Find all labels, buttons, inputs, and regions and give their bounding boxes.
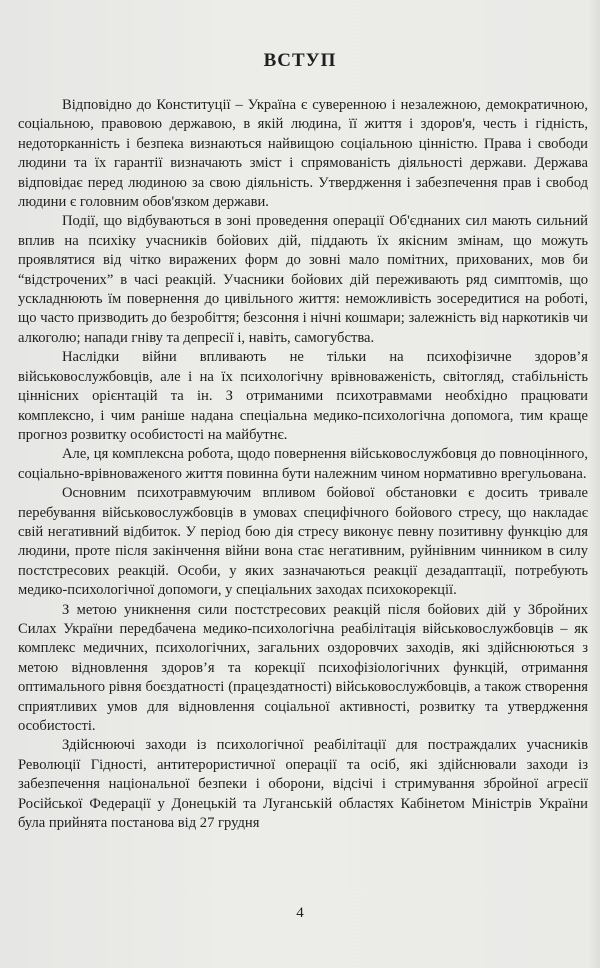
paragraph-combat-stress: Основним психотравмуючим впливом бойової обстановки є досить тривале перебування військовослужбовців в умовах специфічного бойового стресу, що накладає свій негативний відбиток. У період бою дія стресу виконує певну позитивну функцію для людини, проте після закінчення війни вона стає негативним, руйнівним чинником в силу постстресових реакцій. Особи, у яких зазначаються реакції дезадаптації, потребують медико-психологічної допомоги, у спеціальних заходах психокорекції. — [18, 485, 588, 599]
page-number: 4 — [296, 905, 304, 921]
paragraph-regulation: Але, ця комплексна робота, щодо повернення військовослужбовця до повноцінного, соціально-врівноваженого життя повинна бути належним чином нормативно врегульована. — [18, 446, 588, 482]
document-body — [18, 96, 588, 833]
paragraph-war-consequences: Наслідки війни впливають не тільки на психофізичне здоров’я військовослужбовців, але і на їх психологічну врівноваженість, світогляд, стабільність ціннісних орієнтацій та ін. З отриманими психотравмами необхідно працювати комплексно, і чим раніше надана спеціальна медико-психологічна допомога, тим краще прогноз розвитку особистості на майбутнє. — [18, 349, 588, 443]
paragraph-combat-impact: Події, що відбуваються в зоні проведення операції Об'єднаних сил мають сильний вплив на психіку учасників бойових дій, піддають їх якісним змінам, що можуть проявлятися від чітко виражених форм до зовні мало помітних, прихованих, мов би “відстрочених” в часі реакцій. Учасники бойових дій переживають ряд симптомів, що ускладнюють їм повернення до цивільного життя: неможливість зосередитися на роботі, що часто призводить до безробіття; безсоння і нічні кошмари; залежність від наркотиків чи алкоголю; напади гніву та депресії і, навіть, самогубства. — [18, 213, 588, 346]
page-title: ВСТУП — [263, 50, 337, 71]
page-edge-shadow — [588, 0, 600, 968]
paragraph-cabinet-resolution: Здійснюючі заходи із психологічної реабілітації для постраждалих учасників Революції Гідності, антитерористичної операції та осіб, які здійснювали заходи із забезпечення національної безпеки і оборони, відсічі і стримування збройної агресії Російської Федерації у Донецькій та Луганській областях Кабінетом Міністрів України була прийнята постанова від 27 грудня — [18, 737, 588, 832]
paragraph-rehabilitation: З метою уникнення сили постстресових реакцій після бойових дій у Збройних Силах України передбачена медико-психологічна реабілітація військовослужбовців – як комплекс медичних, психологічних, загальних оздоровчих заходів, які здійснюються з метою відновлення здоров’я та корекції психофізіологічних функцій, отримання оптимального рівня боєздатності (працездатності) військовослужбовців, а також створення сприятливих умов для відновлення соціальної активності, розвитку та утвердження особистості. — [18, 601, 588, 734]
paragraph-constitution: Відповідно до Конституції – Україна є суверенною і незалежною, демократичною, соціальною, правовою державою, в якій людина, її життя і здоров'я, честь і гідність, недоторканність і безпека визнаються найвищою соціальною цінністю. Права і свободи людини та їх гарантії визначають зміст і спрямованість діяльності держави. Держава відповідає перед людиною за свою діяльність. Утвердження і забезпечення прав і свобод людини є головним обов'язком держави. — [18, 97, 588, 211]
